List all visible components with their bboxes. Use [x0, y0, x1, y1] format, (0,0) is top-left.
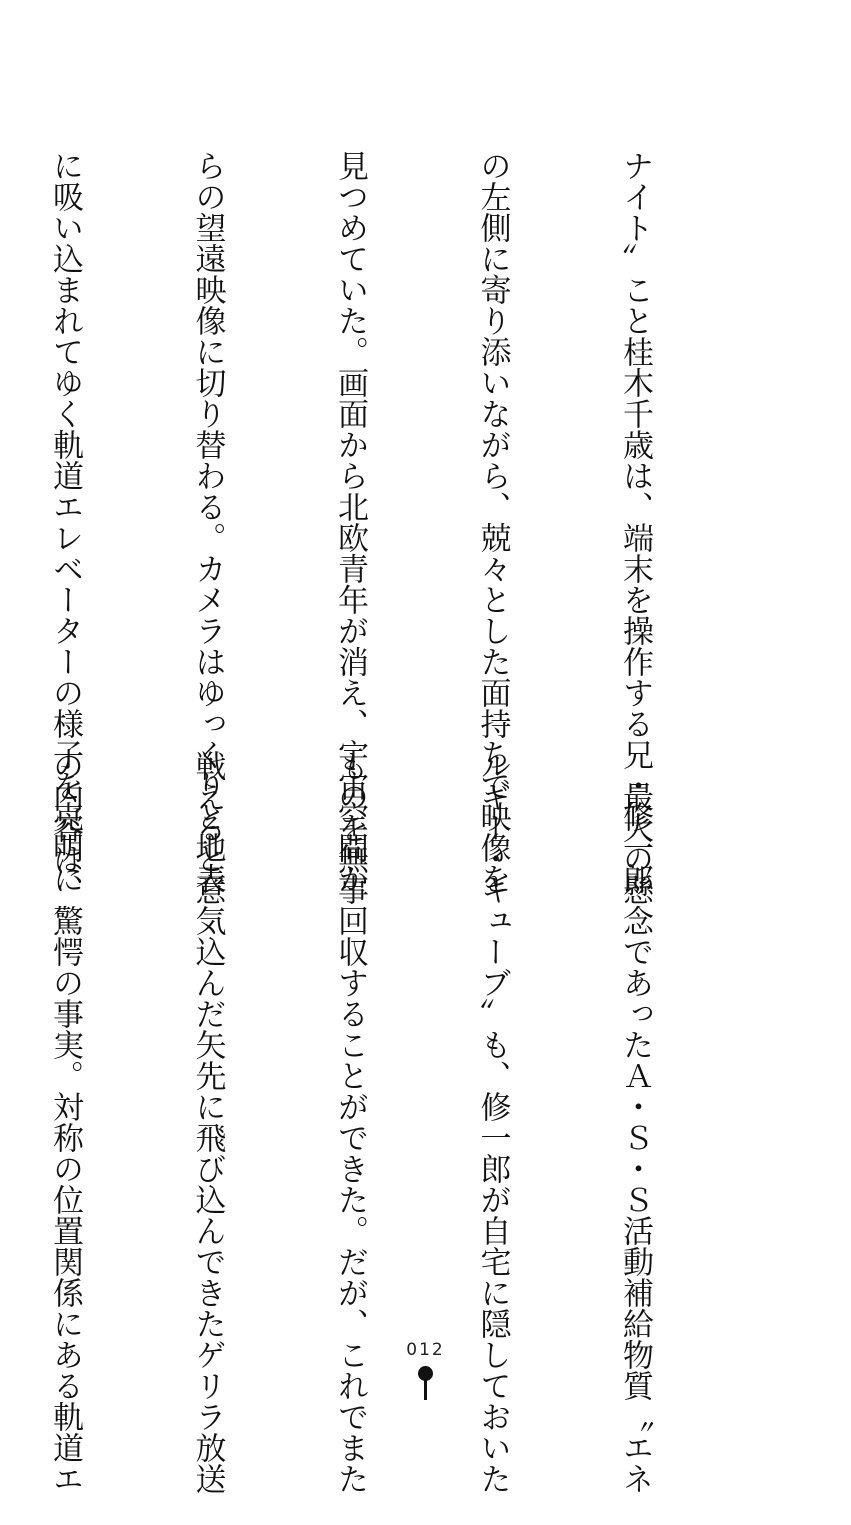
text-line: らの望遠映像に切り替わる。カメラはゆっくりと地表: [189, 150, 226, 894]
text-line: ナイト〟こと桂木千歳は、端末を操作する兄・修一郎: [617, 150, 653, 894]
text-line: の左側に寄り添いながら、兢々とした面持ちで映像を: [474, 150, 511, 894]
text-line: 見つめていた。画面から北欧青年が消え、宇宙空間か: [332, 150, 368, 894]
text-line: ものを無事回収することができた。だが、これでまた: [332, 750, 368, 1494]
text-line: 戦えると意気込んだ矢先に飛び込んできたゲリラ放送: [189, 750, 226, 1494]
upper-text-block: [47, 150, 753, 894]
text-line: に吸い込まれてゆく軌道エレベーターの様子を克明に: [47, 150, 83, 894]
page-number: 012: [406, 1340, 445, 1360]
text-line: の内容は、驚愕の事実。対称の位置関係にある軌道エ: [47, 750, 83, 1494]
folio-line: [424, 1378, 427, 1400]
text-line: ルギー・キューブ〟も、修一郎が自宅に隠しておいた: [474, 750, 511, 1494]
text-line: 最大の懸念であったＡ・Ｓ・Ｓ活動補給物質〝エネ: [617, 750, 653, 1494]
